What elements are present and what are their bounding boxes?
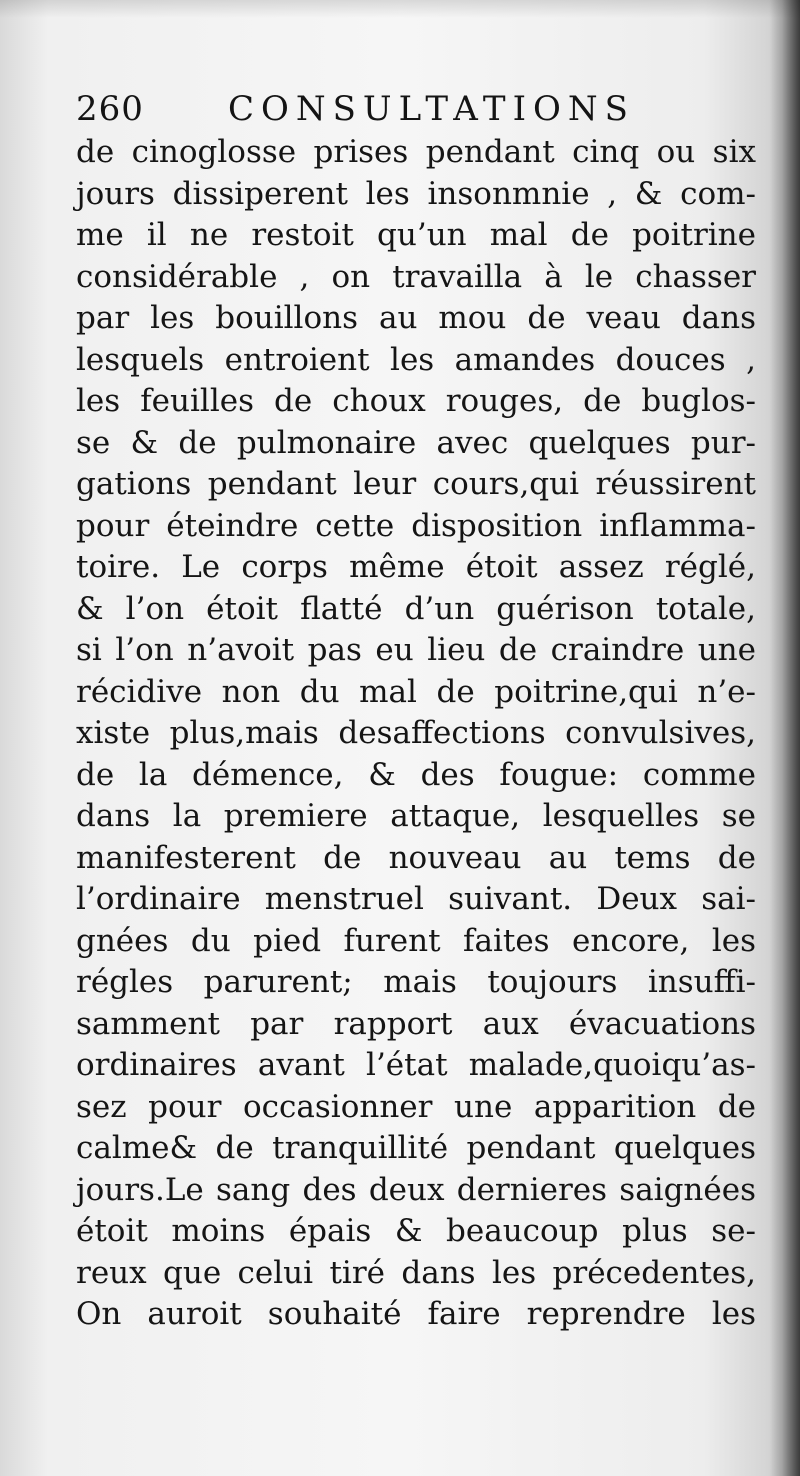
text-line: gnées du pied furent faites encore, les [76, 922, 756, 959]
text-line: sez pour occasionner une apparition de [76, 1088, 756, 1125]
text-line: manifesterent de nouveau au tems de [76, 839, 756, 876]
text-line: de la démence, & des fougue: comme [76, 756, 756, 793]
text-line: samment par rapport aux évacuations [76, 1005, 756, 1042]
text-line: me il ne restoit qu’un mal de poitrine [76, 217, 756, 253]
text-line: jours.Le sang des deux dernieres saignées [76, 1171, 756, 1208]
text-line: pour éteindre cette disposition inflamma- [76, 507, 756, 544]
text-line: de cinoglosse prises pendant cinq ou six [76, 134, 756, 170]
text-line: reux que celui tiré dans les précedentes, [76, 1254, 756, 1291]
body-text [76, 132, 756, 1336]
text-line: jours dissiperent les insonmnie , & com- [76, 175, 756, 212]
text-line: ordinaires avant l’état malade,quoiqu’as- [76, 1047, 756, 1083]
text-line: xiste plus,mais desaffections convulsives, [76, 715, 756, 751]
running-title: CONSULTATIONS [228, 89, 635, 129]
top-page-shadow [0, 0, 800, 18]
text-line: dans la premiere attaque, lesquelles se [76, 798, 756, 834]
text-line: les feuilles de choux rouges, de buglos- [76, 383, 756, 419]
text-line: toire. Le corps même étoit assez réglé, [76, 549, 756, 585]
text-line: lesquels entroient les amandes douces , [76, 341, 756, 378]
text-line: se & de pulmonaire avec quelques pur- [76, 424, 756, 461]
page-header [76, 84, 756, 134]
page-number: 260 [76, 89, 144, 129]
text-line: considérable , on travailla à le chasser [76, 258, 756, 295]
text-line: si l’on n’avoit pas eu lieu de craindre une [76, 632, 756, 668]
binding-shadow [770, 0, 800, 1476]
text-line: On auroit souhaité faire reprendre les [76, 1296, 756, 1332]
text-line: calme& de tranquillité pendant quelques [76, 1130, 756, 1166]
text-line: régles parurent; mais toujours insuffi- [76, 964, 756, 1000]
text-line: par les bouillons au mou de veau dans [76, 300, 756, 336]
text-line: récidive non du mal de poitrine,qui n’e- [76, 673, 756, 710]
text-line: & l’on étoit flatté d’un guérison totale, [76, 590, 756, 627]
text-line: étoit moins épais & beaucoup plus se- [76, 1213, 756, 1249]
text-line: l’ordinaire menstruel suivant. Deux sai- [76, 881, 756, 917]
text-line: gations pendant leur cours,qui réussirent [76, 466, 756, 502]
